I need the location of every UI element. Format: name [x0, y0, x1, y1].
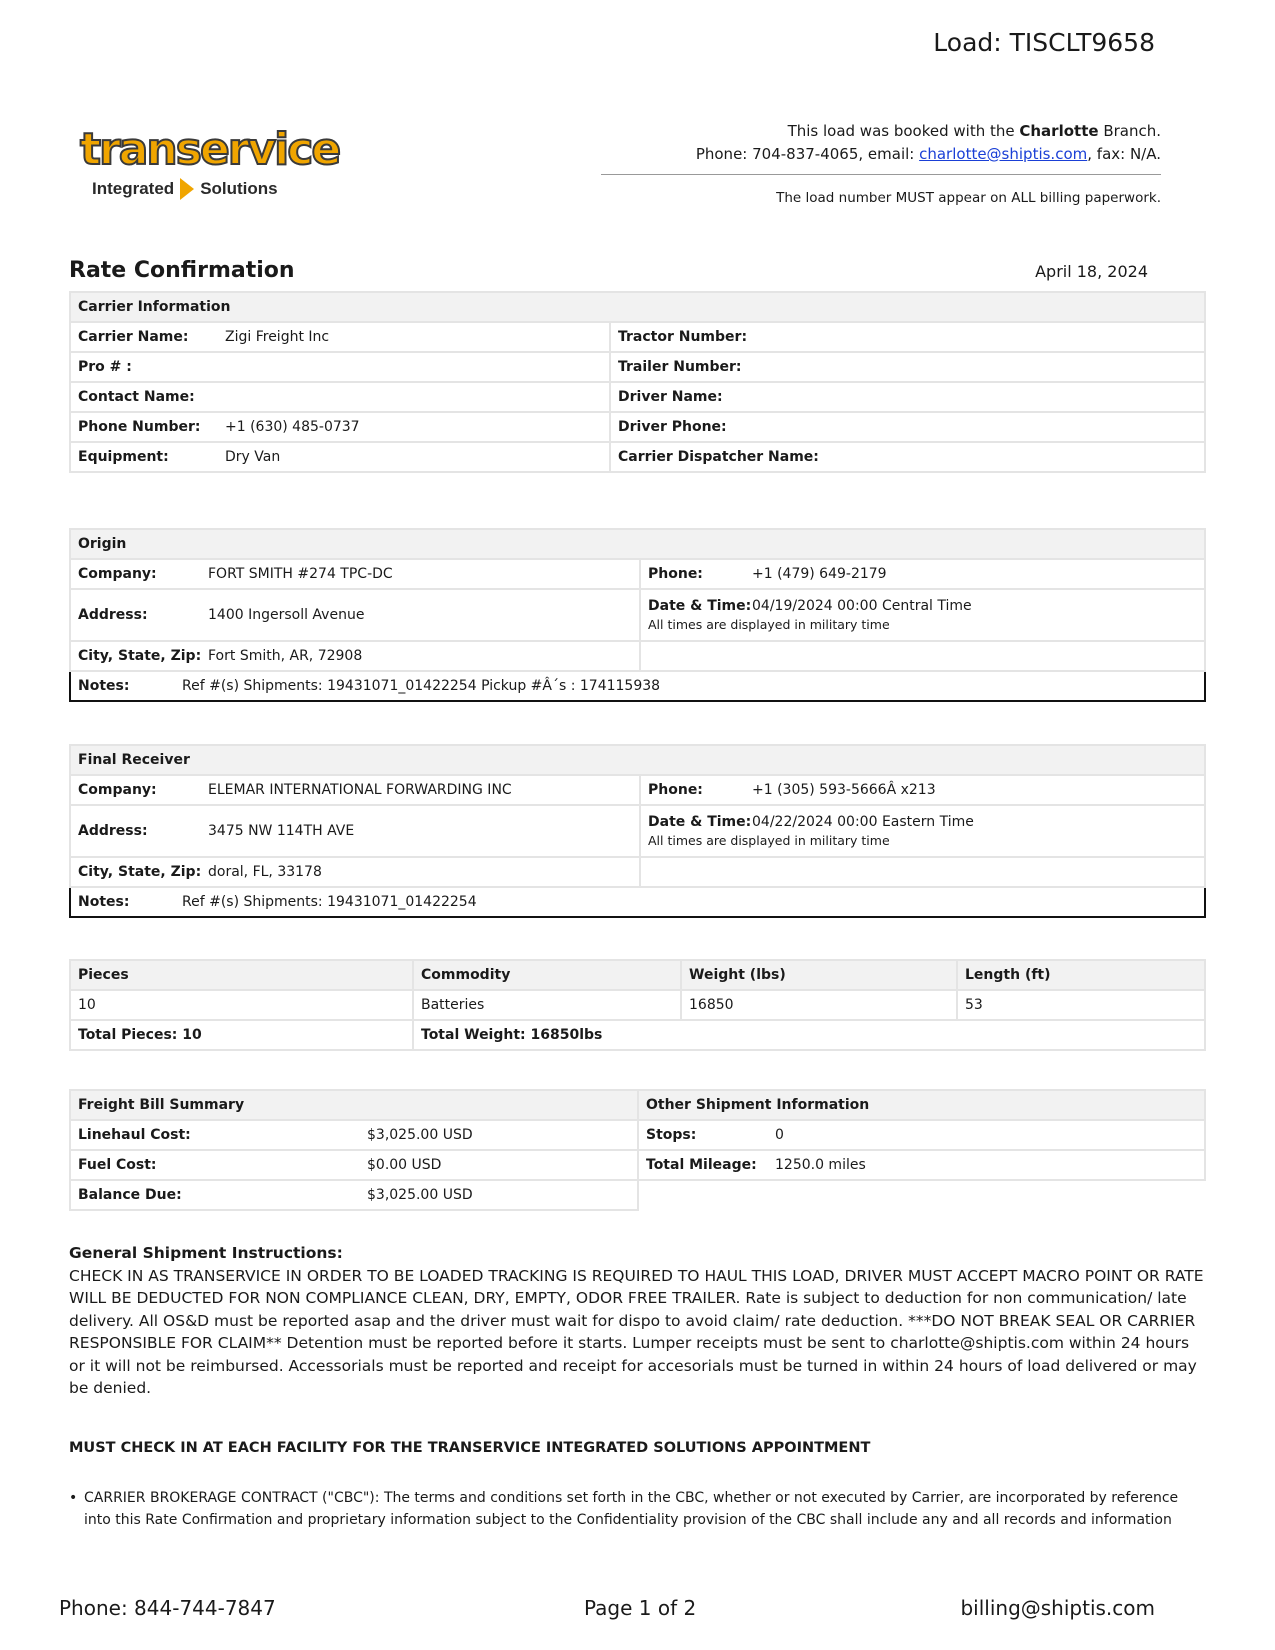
- freight-summary-heading: Freight Bill Summary: [70, 1090, 638, 1120]
- cargo-pieces: 10: [70, 990, 413, 1020]
- receiver-csz-label: City, State, Zip:: [78, 864, 202, 880]
- origin-csz-label: City, State, Zip:: [78, 648, 202, 664]
- equipment-label: Equipment:: [78, 449, 169, 465]
- total-weight: Total Weight: 16850lbs: [413, 1020, 1205, 1050]
- origin-address-label: Address:: [78, 607, 148, 623]
- table-row: [70, 1180, 638, 1210]
- stops-label: Stops:: [646, 1127, 697, 1143]
- table-row: [70, 641, 1205, 671]
- mileage-value: 1250.0 miles: [768, 1150, 1205, 1180]
- receiver-address-label: Address:: [78, 823, 148, 839]
- branch-line-post: Branch.: [1098, 122, 1161, 140]
- table-row: [70, 775, 1205, 805]
- general-instructions: [69, 1242, 1209, 1400]
- branch-line-pre: This load was booked with the: [787, 122, 1020, 140]
- phone-number-label: Phone Number:: [78, 419, 201, 435]
- branch-email-link[interactable]: charlotte@shiptis.com: [919, 145, 1088, 163]
- check-in-notice: MUST CHECK IN AT EACH FACILITY FOR THE TRANSERVICE INTEGRATED SOLUTIONS APPOINTMENT: [69, 1440, 871, 1456]
- load-number: Load: TISCLT9658: [933, 28, 1155, 57]
- phone-number-value: +1 (630) 485-0737: [225, 419, 360, 435]
- instructions-heading: General Shipment Instructions:: [69, 1244, 343, 1262]
- footer-phone: Phone: 844-744-7847: [59, 1596, 276, 1620]
- fuel-value: $0.00 USD: [360, 1150, 638, 1180]
- table-row: [70, 887, 1205, 917]
- divider: [601, 174, 1161, 175]
- other-shipment-table: [637, 1089, 1206, 1181]
- receiver-heading: Final Receiver: [70, 745, 1205, 775]
- contact-name-label: Contact Name:: [78, 389, 195, 405]
- table-row: [70, 412, 1205, 442]
- table-row: [70, 805, 1205, 857]
- receiver-notes-value: Ref #(s) Shipments: 19431071_01422254: [182, 894, 477, 910]
- receiver-company-value: ELEMAR INTERNATIONAL FORWARDING INC: [208, 782, 512, 798]
- table-row: [70, 1020, 1205, 1050]
- other-shipment-heading: Other Shipment Information: [638, 1090, 1205, 1120]
- col-header-length: Length (ft): [957, 960, 1205, 990]
- logo-tagline: [92, 178, 278, 200]
- table-row: [70, 671, 1205, 701]
- logo-tagline-left: Integrated: [92, 179, 175, 198]
- logo-wordmark: transervice: [80, 124, 340, 175]
- table-row: [70, 442, 1205, 472]
- linehaul-value: $3,025.00 USD: [360, 1120, 638, 1150]
- cargo-table: [69, 959, 1206, 1051]
- carrier-info-table: [69, 291, 1206, 473]
- table-row: [638, 1120, 1205, 1150]
- origin-phone-value: +1 (479) 649-2179: [752, 566, 887, 582]
- pro-number-label: Pro # :: [78, 359, 132, 375]
- billing-note: The load number MUST appear on ALL billing paperwork.: [776, 190, 1161, 206]
- footer-page-number: Page 1 of 2: [584, 1596, 697, 1620]
- cargo-weight: 16850: [681, 990, 957, 1020]
- table-row: [70, 382, 1205, 412]
- receiver-time-note: All times are displayed in military time: [648, 833, 890, 848]
- contact-post: , fax: N/A.: [1087, 145, 1161, 163]
- footer-email: billing@shiptis.com: [960, 1596, 1155, 1620]
- col-header-pieces: Pieces: [70, 960, 413, 990]
- carrier-info-heading: Carrier Information: [70, 292, 1205, 322]
- list-item: • CARRIER BROKERAGE CONTRACT ("CBC"): The terms and conditions set forth in the CBC, whether or not executed by Carrier, are incorporated by reference into this Rate Confirmation and proprietary information subject to the Confidentiality provision of the CBC shall include any and all records and information: [84, 1487, 1209, 1531]
- company-logo: [80, 124, 340, 206]
- receiver-address-value: 3475 NW 114TH AVE: [208, 823, 355, 839]
- receiver-datetime-label: Date & Time:: [648, 814, 752, 830]
- table-row: [70, 857, 1205, 887]
- table-row: [70, 352, 1205, 382]
- branch-info: [601, 120, 1161, 210]
- terms-list: [69, 1487, 1209, 1531]
- balance-label: Balance Due:: [78, 1187, 182, 1203]
- equipment-value: Dry Van: [225, 449, 281, 465]
- receiver-phone-value: +1 (305) 593-5666Â x213: [752, 782, 936, 798]
- table-row: [70, 322, 1205, 352]
- origin-company-value: FORT SMITH #274 TPC-DC: [208, 566, 393, 582]
- origin-time-note: All times are displayed in military time: [648, 617, 890, 632]
- carrier-name-label: Carrier Name:: [78, 329, 189, 345]
- origin-datetime-label: Date & Time:: [648, 598, 752, 614]
- branch-line: [601, 120, 1161, 143]
- receiver-datetime-value: 04/22/2024 00:00 Eastern Time: [752, 814, 974, 830]
- branch-name: Charlotte: [1019, 122, 1099, 140]
- table-row: [70, 559, 1205, 589]
- receiver-phone-label: Phone:: [648, 782, 703, 798]
- receiver-csz-value: doral, FL, 33178: [208, 864, 322, 880]
- chevron-right-icon: [180, 178, 194, 200]
- table-row: [70, 990, 1205, 1020]
- document-date: April 18, 2024: [1035, 262, 1148, 281]
- instructions-body: CHECK IN AS TRANSERVICE IN ORDER TO BE LOADED TRACKING IS REQUIRED TO HAUL THIS LOAD, DRIVER MUST ACCEPT MACRO POINT OR RATE WILL BE DEDUCTED FOR NON COMPLIANCE CLEAN, DRY, EMPTY, ODOR FREE TRAILER. Rate is subject to deduction for non communication/ late delivery. All OS&D must be reported asap and the driver must wait for dispo to avoid claim/ rate deduction. ***DO NOT BREAK SEAL OR CARRIER RESPONSIBLE FOR CLAIM** Detention must be reported before it starts. Lumper receipts must be sent to charlotte@shiptis.com within 24 hours or it will not be reimbursed. Accessorials must be reported and receipt for accesorials must be turned in within 24 hours of load delivered or may be denied.: [69, 1266, 1204, 1397]
- fuel-label: Fuel Cost:: [78, 1157, 157, 1173]
- mileage-label: Total Mileage:: [646, 1157, 757, 1173]
- origin-heading: Origin: [70, 529, 1205, 559]
- stops-value: 0: [768, 1120, 1205, 1150]
- origin-notes-label: Notes:: [78, 678, 130, 694]
- receiver-table: [69, 744, 1206, 918]
- receiver-notes-label: Notes:: [78, 894, 130, 910]
- origin-phone-label: Phone:: [648, 566, 703, 582]
- balance-value: $3,025.00 USD: [360, 1180, 638, 1210]
- trailer-number-label: Trailer Number:: [618, 359, 742, 375]
- cargo-length: 53: [957, 990, 1205, 1020]
- dispatcher-name-label: Carrier Dispatcher Name:: [618, 449, 819, 465]
- total-pieces: Total Pieces: 10: [70, 1020, 413, 1050]
- page-title: Rate Confirmation: [69, 258, 295, 283]
- origin-datetime-value: 04/19/2024 00:00 Central Time: [752, 598, 972, 614]
- driver-phone-label: Driver Phone:: [618, 419, 727, 435]
- table-row: [638, 1150, 1205, 1180]
- driver-name-label: Driver Name:: [618, 389, 723, 405]
- origin-notes-value: Ref #(s) Shipments: 19431071_01422254 Pickup #Â´s : 174115938: [182, 678, 661, 694]
- contact-pre: Phone: 704-837-4065, email:: [695, 145, 920, 163]
- col-header-commodity: Commodity: [413, 960, 681, 990]
- cargo-commodity: Batteries: [413, 990, 681, 1020]
- table-row: [70, 589, 1205, 641]
- table-row: [70, 1150, 638, 1180]
- carrier-name-value: Zigi Freight Inc: [225, 329, 330, 345]
- origin-csz-value: Fort Smith, AR, 72908: [208, 648, 363, 664]
- origin-company-label: Company:: [78, 566, 157, 582]
- origin-address-value: 1400 Ingersoll Avenue: [208, 607, 365, 623]
- logo-tagline-right: Solutions: [200, 179, 278, 198]
- branch-contact: [601, 143, 1161, 166]
- origin-table: [69, 528, 1206, 702]
- linehaul-label: Linehaul Cost:: [78, 1127, 191, 1143]
- freight-summary-table: [69, 1089, 639, 1211]
- tractor-number-label: Tractor Number:: [618, 329, 748, 345]
- col-header-weight: Weight (lbs): [681, 960, 957, 990]
- table-row: [70, 1120, 638, 1150]
- receiver-company-label: Company:: [78, 782, 157, 798]
